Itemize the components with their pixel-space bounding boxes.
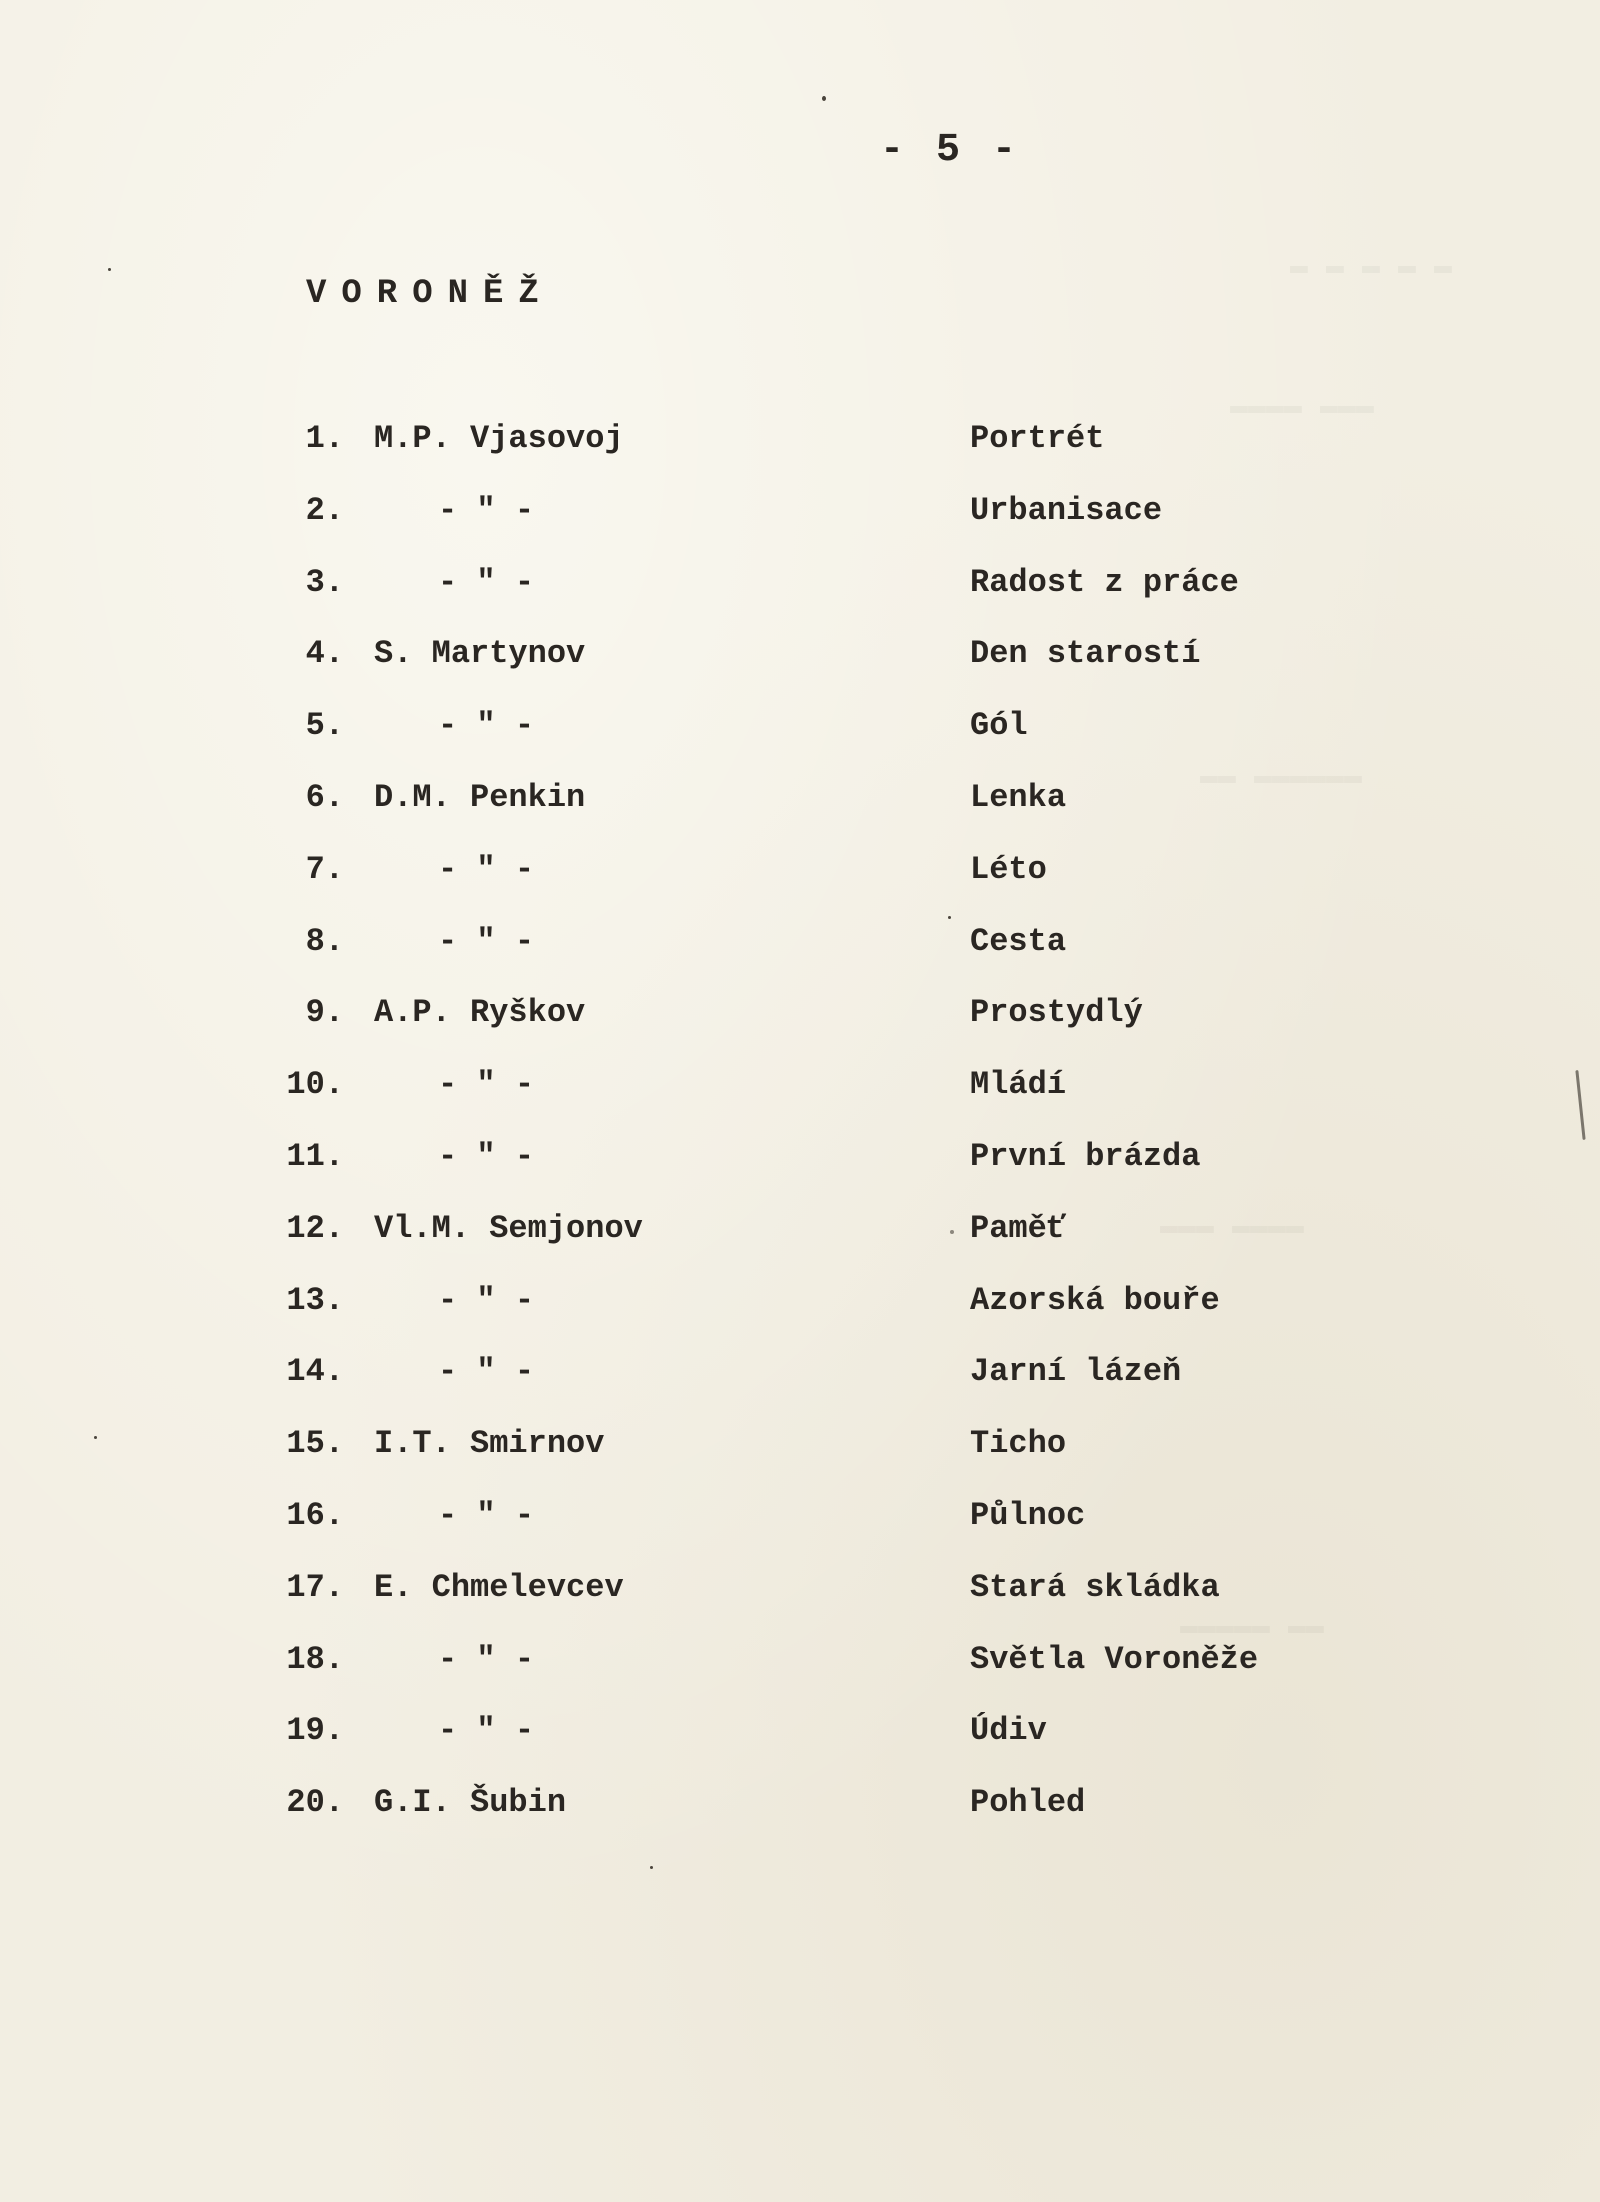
item-number: 4. — [305, 635, 344, 673]
paper-speck — [650, 1866, 653, 1869]
item-title: Stará skládka — [970, 1568, 1220, 1606]
item-title: Den starostí — [970, 635, 1201, 673]
list-item — [0, 492, 1600, 542]
item-title: První brázda — [970, 1138, 1201, 1175]
item-title: Pohled — [970, 1784, 1086, 1822]
list-item — [0, 779, 1600, 829]
paper-speck — [950, 1230, 954, 1234]
item-author: - " - — [438, 1640, 535, 1678]
list-item — [0, 1497, 1600, 1547]
item-title: Údiv — [970, 1712, 1047, 1750]
item-author: - " - — [438, 563, 535, 601]
item-number: 20. — [286, 1784, 344, 1822]
list-item — [0, 1353, 1600, 1403]
item-number: 18. — [286, 1640, 344, 1678]
item-number: 6. — [305, 779, 344, 816]
paper-speck — [94, 1436, 97, 1439]
list-item — [0, 1066, 1600, 1116]
item-number: 16. — [286, 1497, 344, 1534]
list-item — [0, 420, 1600, 470]
item-title: Gól — [970, 707, 1028, 745]
item-title: Mládí — [970, 1066, 1067, 1104]
item-title: Jarní lázeň — [970, 1353, 1182, 1391]
list-item — [0, 923, 1600, 973]
list-item — [0, 1712, 1600, 1762]
item-author: - " - — [438, 850, 535, 888]
item-author: M.P. Vjasovoj — [374, 420, 624, 457]
item-number: 9. — [305, 994, 344, 1032]
paper-speck — [108, 268, 111, 271]
list-item — [0, 1569, 1600, 1619]
item-number: 2. — [305, 491, 344, 529]
item-number: 8. — [305, 922, 344, 960]
item-number: 3. — [305, 563, 344, 601]
item-title: Světla Voroněže — [970, 1640, 1259, 1678]
list-item — [0, 851, 1600, 901]
item-title: Radost z práce — [970, 563, 1239, 601]
item-number: 7. — [305, 850, 344, 888]
list-item — [0, 1425, 1600, 1475]
item-author: D.M. Penkin — [374, 779, 586, 816]
item-title: Prostydlý — [970, 994, 1143, 1032]
item-title: Urbanisace — [970, 491, 1163, 529]
item-author: S. Martynov — [374, 635, 586, 673]
bleed-through: ▬▬ ▬▬▬▬▬▬ — [1200, 760, 1363, 794]
item-author: - " - — [438, 1138, 535, 1175]
item-author: - " - — [438, 491, 535, 529]
item-title: Léto — [970, 850, 1047, 888]
list-item — [0, 635, 1600, 685]
item-number: 17. — [286, 1568, 344, 1606]
item-number: 14. — [286, 1353, 344, 1391]
item-title: Azorská bouře — [970, 1281, 1220, 1319]
item-number: 5. — [305, 707, 344, 745]
item-author: I.T. Smirnov — [374, 1425, 605, 1463]
item-author: - " - — [438, 1353, 535, 1391]
bleed-through: ▬▬▬▬▬ ▬▬ — [1180, 1610, 1325, 1644]
item-title: Portrét — [970, 420, 1105, 457]
bleed-through: ▬▬▬ ▬▬▬▬ — [1160, 1210, 1305, 1244]
paper-speck — [948, 916, 951, 919]
item-author: - " - — [438, 1497, 535, 1534]
item-number: 1. — [305, 420, 344, 457]
item-number: 10. — [286, 1066, 344, 1104]
list-item — [0, 1784, 1600, 1834]
bleed-through: ▬▬▬▬ ▬▬▬ — [1230, 390, 1375, 424]
list-item — [0, 707, 1600, 757]
section-heading: VORONĚŽ — [306, 275, 554, 313]
item-author: - " - — [438, 707, 535, 745]
item-number: 15. — [286, 1425, 344, 1463]
paper-speck — [822, 96, 826, 101]
list-item — [0, 1282, 1600, 1332]
item-title: Půlnoc — [970, 1497, 1086, 1534]
item-author: A.P. Ryškov — [374, 994, 586, 1032]
item-title: Lenka — [970, 779, 1067, 816]
item-title: Paměť — [970, 1209, 1067, 1247]
item-author: G.I. Šubin — [374, 1784, 567, 1822]
item-title: Cesta — [970, 922, 1067, 960]
list-item — [0, 994, 1600, 1044]
page-number: - 5 - — [880, 128, 1021, 173]
item-title: Ticho — [970, 1425, 1067, 1463]
item-author: E. Chmelevcev — [374, 1568, 624, 1606]
item-number: 13. — [286, 1281, 344, 1319]
list-item — [0, 1641, 1600, 1691]
item-author: Vl.M. Semjonov — [374, 1209, 643, 1247]
list-item — [0, 564, 1600, 614]
item-author: - " - — [438, 922, 535, 960]
item-number: 11. — [286, 1138, 344, 1175]
item-number: 19. — [286, 1712, 344, 1750]
item-author: - " - — [438, 1712, 535, 1750]
list-item — [0, 1138, 1600, 1188]
bleed-through: ▬ ▬ ▬ ▬ ▬ — [1290, 250, 1453, 284]
item-number: 12. — [286, 1209, 344, 1247]
list-item — [0, 1210, 1600, 1260]
item-author: - " - — [438, 1066, 535, 1104]
item-author: - " - — [438, 1281, 535, 1319]
